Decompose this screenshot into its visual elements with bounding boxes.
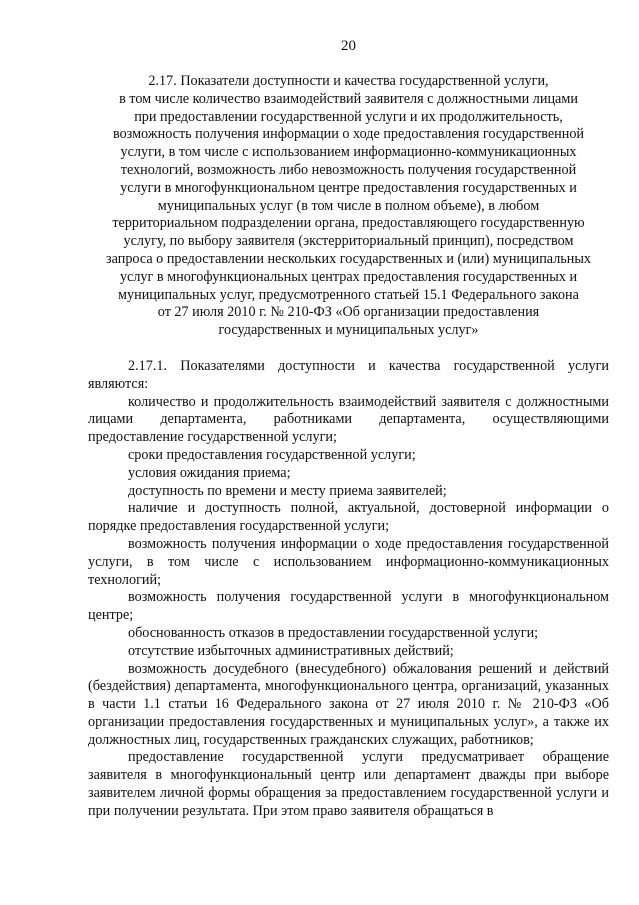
section-heading: [88, 73, 609, 340]
heading-line: услуги в многофункциональном центре предоставления государственных и: [120, 179, 577, 196]
list-item: возможность получения информации о ходе предоставления государственной услуги, в том числе с использованием информационно-коммуникационных технологий;: [88, 535, 609, 588]
list-item: возможность досудебного (внесудебного) обжалования решений и действий (бездействия) департамента, многофункционального центра, организаций, указанных в части 1.1 статьи 16 Федерального закона от 27 июля 2010 г. № 210-ФЗ «Об организации предоставления государственных и муниципальных услуг», а также их должностных лиц, государственных гражданских служащих, работников;: [88, 660, 609, 748]
heading-line: муниципальных услуг, предусмотренного статьей 15.1 Федерального закона: [118, 286, 579, 303]
list-item: условия ожидания приема;: [128, 464, 291, 481]
list-item: количество и продолжительность взаимодействий заявителя с должностными лицами департамента, работниками департамента, осуществляющими предоставление государственной услуги;: [88, 393, 609, 446]
heading-line: услугу, по выбору заявителя (экстерриториальный принцип), посредством: [123, 233, 574, 250]
list-item: сроки предоставления государственной услуги;: [128, 446, 416, 463]
list-item: обоснованность отказов в предоставлении государственной услуги;: [128, 624, 539, 641]
heading-line: при предоставлении государственной услуги и их продолжительность,: [134, 108, 563, 125]
heading-line: запроса о предоставлении нескольких государственных и (или) муниципальных: [106, 250, 591, 267]
list-item: возможность получения государственной услуги в многофункциональном центре;: [88, 589, 609, 624]
heading-line: государственных и муниципальных услуг»: [218, 322, 479, 339]
heading-line: услуги, в том числе с использованием информационно-коммуникационных: [120, 144, 577, 161]
heading-line: муниципальных услуг (в том числе в полном объеме), в любом: [157, 197, 540, 214]
heading-line: услуг в многофункциональных центрах предоставления государственных и: [119, 268, 578, 285]
list-item: доступность по времени и месту приема заявителей;: [128, 482, 447, 499]
heading-line: в том числе количество взаимодействий заявителя с должностными лицами: [119, 90, 578, 107]
list-item: наличие и доступность полной, актуальной, достоверной информации о порядке предоставления государственной услуги;: [88, 500, 609, 535]
list-item: отсутствие избыточных административных действий;: [128, 642, 454, 659]
heading-line: от 27 июля 2010 г. № 210-ФЗ «Об организации предоставления: [157, 304, 540, 321]
list-item: предоставление государственной услуги предусматривает обращение заявителя в многофункциональный центр или департамент дважды при выборе заявителем личной формы обращения за предоставлением государственной услуги и при получении результата. При этом право заявителя обращаться в: [88, 749, 609, 819]
heading-line: 2.17. Показатели доступности и качества государственной услуги,: [148, 73, 549, 89]
page-number: 20: [341, 38, 356, 54]
heading-line: территориальном подразделении органа, предоставляющего государственную: [112, 215, 585, 232]
heading-line: технологий, возможность либо невозможность получения государственной: [120, 161, 577, 178]
heading-line: возможность получения информации о ходе предоставления государственной: [112, 126, 585, 143]
paragraph-intro: 2.17.1. Показателями доступности и качества государственной услуги являются:: [88, 357, 609, 392]
